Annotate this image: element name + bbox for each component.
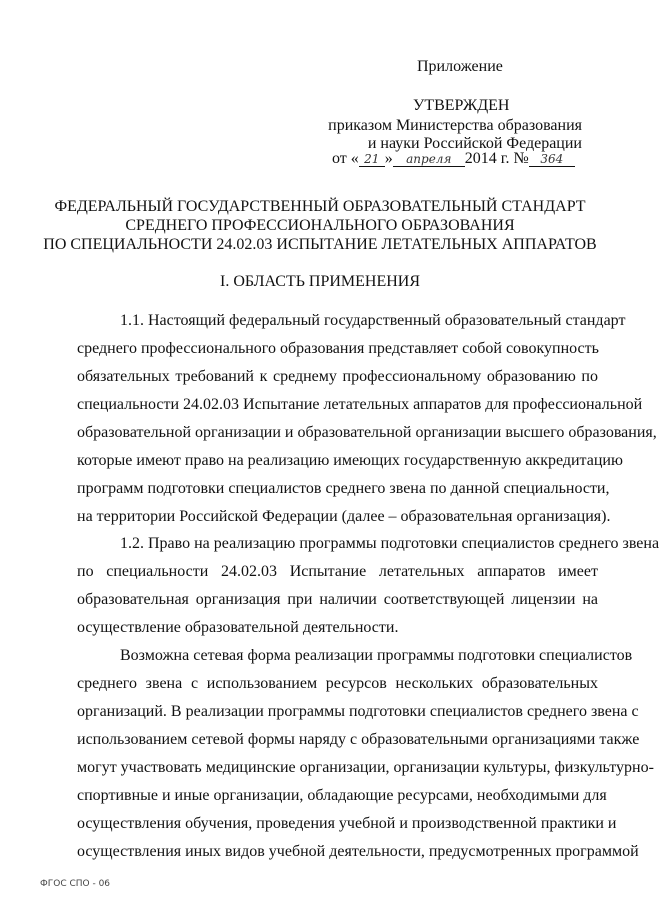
approved-label: УТВЕРЖДЕН: [413, 97, 510, 114]
body-line: спортивные и иные организации, обладающие ресурсами, необходимыми для: [77, 787, 607, 804]
body-line: 1.2. Право на реализацию программы подготовки специалистов среднего звена: [120, 535, 659, 552]
date-year: 2014 г. №: [464, 150, 529, 167]
date-prefix: от «: [332, 150, 359, 167]
body-line: специальности 24.02.03 Испытание летательных аппаратов для профессиональной: [77, 396, 643, 413]
body-line: осуществления иных видов учебной деятельности, предусмотренных программой: [77, 843, 639, 860]
handwritten-day: 21: [359, 152, 385, 167]
appendix-label: Приложение: [417, 58, 503, 75]
handwritten-order-number: 364: [529, 152, 575, 167]
body-line: на территории Российской Федерации (далее – образовательная организация).: [77, 508, 611, 525]
handwritten-month: апреля: [393, 152, 465, 167]
body-line: организаций. В реализации программы подготовки специалистов среднего звена с: [77, 703, 639, 720]
order-line-1: приказом Министерства образования: [328, 117, 582, 134]
title-line-2: СРЕДНЕГО ПРОФЕССИОНАЛЬНОГО ОБРАЗОВАНИЯ: [125, 217, 515, 234]
title-line-3: ПО СПЕЦИАЛЬНОСТИ 24.02.03 ИСПЫТАНИЕ ЛЕТАТЕЛЬНЫХ АППАРАТОВ: [43, 236, 597, 253]
body-line: по специальности 24.02.03 Испытание летательных аппаратов имеет: [77, 563, 598, 580]
body-line: которые имеют право на реализацию имеющих государственную аккредитацию: [77, 452, 623, 469]
section-heading: I. ОБЛАСТЬ ПРИМЕНЕНИЯ: [219, 273, 421, 290]
body-line: программ подготовки специалистов среднего звена по данной специальности,: [77, 480, 610, 497]
body-line: могут участвовать медицинские организации, организации культуры, физкультурно-: [77, 759, 654, 776]
body-line: осуществление образовательной деятельности.: [77, 619, 399, 636]
body-line: Возможна сетевая форма реализации программы подготовки специалистов: [120, 647, 633, 664]
body-line: 1.1. Настоящий федеральный государственный образовательный стандарт: [120, 312, 626, 329]
body-line: обязательных требований к среднему профессиональному образованию по: [77, 368, 598, 385]
date-mid: »: [384, 150, 393, 167]
order-line-2: и науки Российской Федерации: [367, 135, 582, 152]
body-line: среднего профессионального образования представляет собой совокупность: [77, 340, 599, 357]
body-line: образовательной организации и образовательной организации высшего образования,: [77, 424, 657, 441]
footer-code: ФГОС СПО - 06: [40, 879, 111, 889]
order-date-line: [332, 150, 575, 168]
body-line: осуществления обучения, проведения учебной и производственной практики и: [77, 815, 617, 832]
body-line: использованием сетевой формы наряду с образовательными организациями также: [77, 731, 640, 748]
body-line: среднего звена с использованием ресурсов нескольких образовательных: [77, 675, 598, 692]
body-line: образовательная организация при наличии соответствующей лицензии на: [77, 591, 598, 608]
title-line-1: ФЕДЕРАЛЬНЫЙ ГОСУДАРСТВЕННЫЙ ОБРАЗОВАТЕЛЬНЫЙ СТАНДАРТ: [54, 198, 586, 215]
